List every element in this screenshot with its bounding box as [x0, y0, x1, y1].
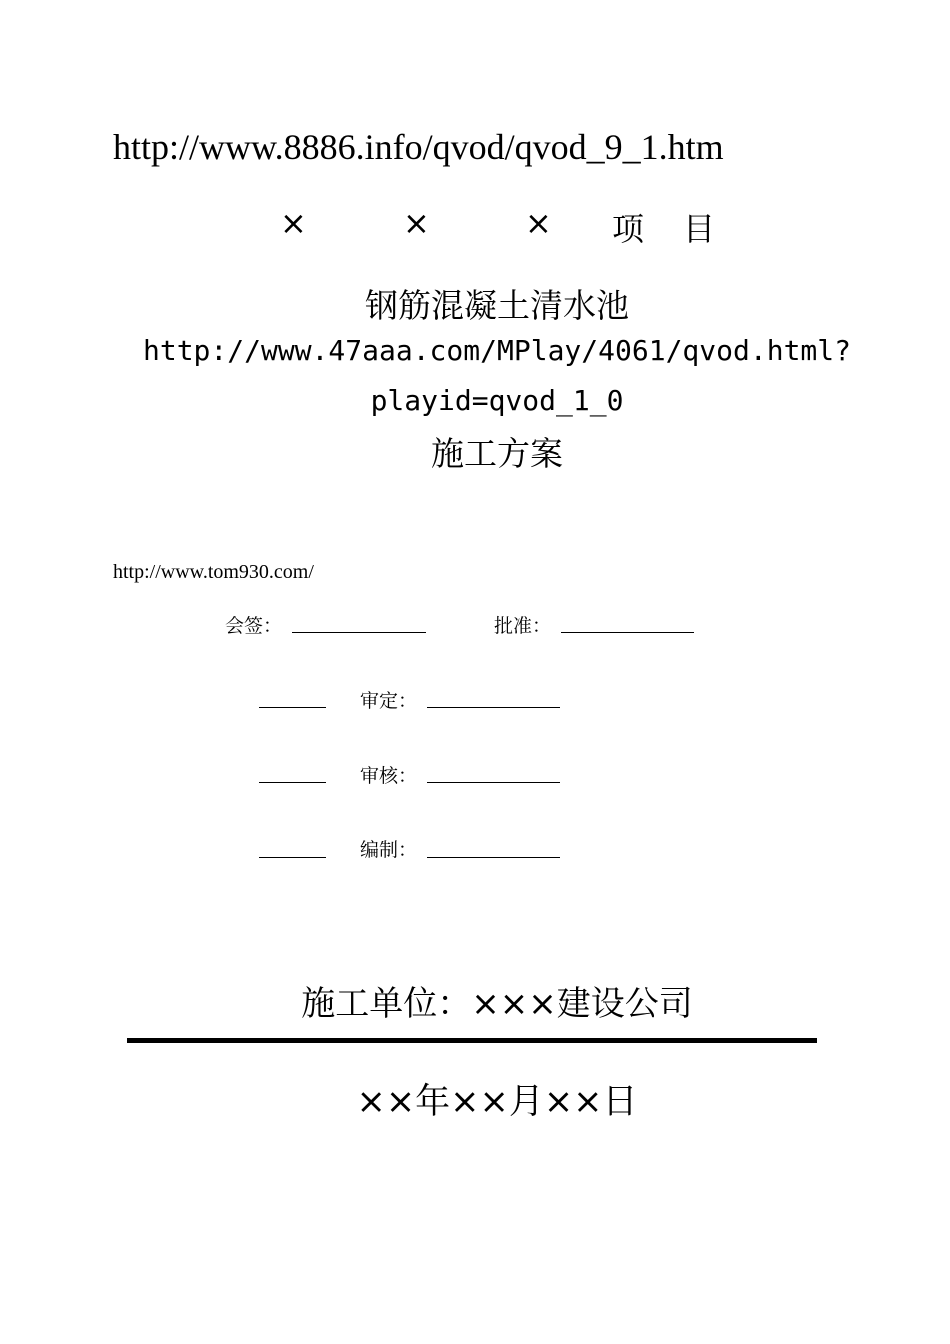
project-mark-3: × [525, 204, 552, 242]
project-word-1: 项 [612, 210, 645, 248]
approve-line [561, 632, 694, 633]
doc-title-line1: 钢筋混凝土清水池 [365, 286, 629, 325]
review-line [427, 707, 560, 708]
check-label: 审核： [360, 765, 418, 787]
review-short-line [259, 707, 326, 708]
prepare-line [427, 857, 560, 858]
title-url-line1: http://www.47aaa.com/MPlay/4061/qvod.html? [142, 334, 851, 367]
countersign-line [292, 632, 426, 633]
project-mark-1: × [280, 204, 307, 242]
countersign-label: 会签： [225, 615, 283, 637]
doc-title-line2: 施工方案 [431, 434, 563, 473]
document-date: ××年××月××日 [356, 1082, 638, 1122]
title-url-line2: playid=qvod_1_0 [370, 384, 624, 417]
project-word-2: 目 [683, 210, 716, 248]
review-label: 审定： [360, 690, 418, 712]
prepare-short-line [259, 857, 326, 858]
project-mark-2: × [403, 204, 430, 242]
small-url: http://www.tom930.com/ [113, 561, 314, 583]
check-line [427, 782, 560, 783]
approve-label: 批准： [494, 615, 552, 637]
top-url: http://www.8886.info/qvod/qvod_9_1.htm [113, 127, 724, 167]
construction-company: 施工单位：×××建设公司 [301, 984, 693, 1024]
prepare-label: 编制： [360, 839, 418, 861]
check-short-line [259, 782, 326, 783]
horizontal-rule [127, 1038, 817, 1043]
